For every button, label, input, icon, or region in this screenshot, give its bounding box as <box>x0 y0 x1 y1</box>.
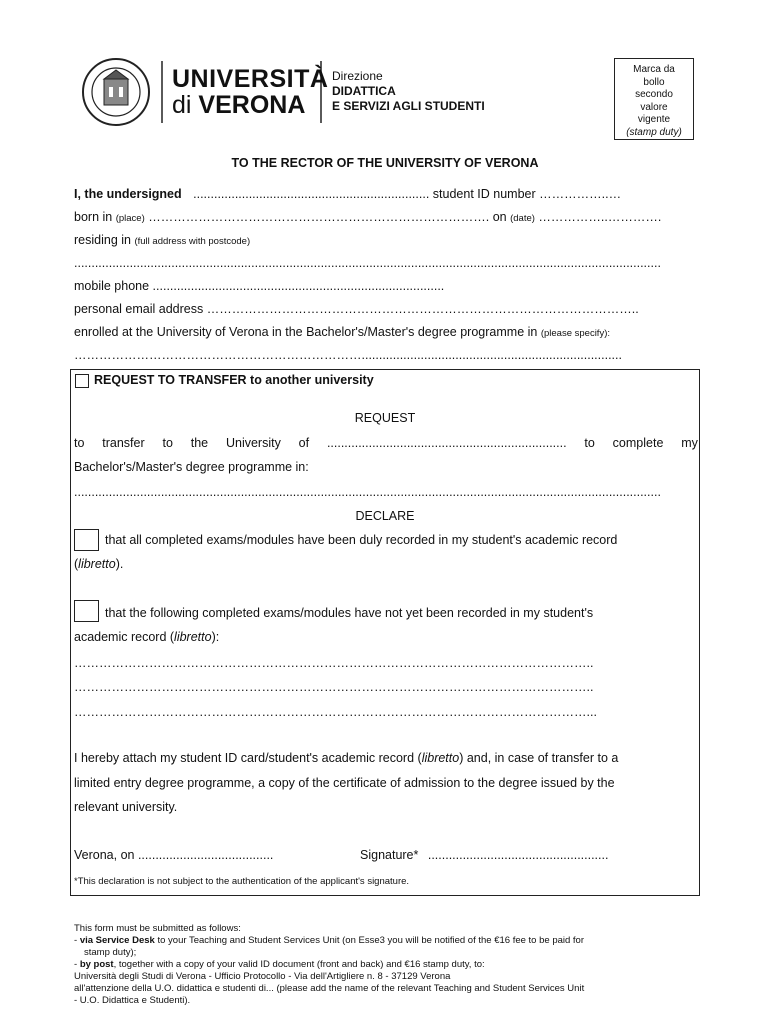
complete-word-2: complete <box>612 436 664 450</box>
exams-field-1[interactable]: …………………………………………………………………………………………………………….. <box>74 656 594 670</box>
date-field[interactable]: ……………..…………. <box>538 210 662 224</box>
exams-field-2[interactable]: …………………………………………………………………………………………………………….. <box>74 680 594 694</box>
footer-line1: This form must be submitted as follows: <box>74 923 241 934</box>
enrolled-row <box>74 325 610 339</box>
born-label: born in <box>74 210 113 224</box>
undersigned-field[interactable]: .................................................................... <box>193 187 430 201</box>
stamp-line6: (stamp duty) <box>626 126 682 138</box>
stamp-line4: valore <box>640 101 668 113</box>
signature-footnote: *This declaration is not subject to the authentication of the applicant's signature. <box>74 876 410 887</box>
dept-line2: DIDATTICA <box>332 84 396 98</box>
stamp-duty-box <box>614 58 694 140</box>
declare2-post: ): <box>211 630 220 644</box>
attach-pre: I hereby attach my student ID card/student's academic record ( <box>74 751 422 765</box>
student-id-field[interactable]: ……………..… <box>539 187 622 201</box>
university-field[interactable]: ..................................................................... <box>326 436 567 450</box>
undersigned-row <box>74 187 621 201</box>
mobile-label: mobile phone <box>74 279 150 293</box>
on-hint: (date) <box>510 213 535 224</box>
footer-dash2: - <box>74 959 80 970</box>
transfer-word-3: to <box>162 436 173 450</box>
declare1-libretto: libretto <box>78 557 116 571</box>
footer-line2-rest: to your Teaching and Student Services Unit (on Esse3 you will be notified of the €16 fee to be paid for <box>154 935 585 946</box>
email-row <box>74 302 639 316</box>
footer-line4-rest: , together with a copy of your valid ID document (front and back) and €16 stamp duty, to: <box>113 959 485 970</box>
attach-libretto: libretto <box>421 751 460 765</box>
dept-line3: E SERVIZI AGLI STUDENTI <box>332 99 485 113</box>
verona-date-field[interactable]: ....................................... <box>137 848 274 862</box>
email-field[interactable]: ………………………………………………………………………………………….. <box>206 302 639 316</box>
mobile-row <box>74 279 444 293</box>
verona-row <box>74 848 273 862</box>
email-label: personal email address <box>74 302 204 316</box>
footer-line6: all'attenzione della U.O. didattica e studenti di... (please add the name of the relevant Teaching and Student Services Unit <box>74 983 585 994</box>
transfer-word-6: of <box>298 436 310 450</box>
declare1-paren-close: ). <box>115 557 124 571</box>
declare1-paren-open: ( <box>74 557 79 571</box>
programme-field[interactable]: ……………………………………………………………........................................................................... <box>74 348 622 362</box>
verona-label: Verona, on <box>74 848 135 862</box>
residing-hint: (full address with postcode) <box>134 236 251 247</box>
programme-line: Bachelor's/Master's degree programme in: <box>74 460 309 474</box>
new-programme-field[interactable]: ......................................................................................................................................................................... <box>74 485 661 499</box>
enrolled-text: enrolled at the University of Verona in the Bachelor's/Master's degree programme in <box>74 325 538 339</box>
transfer-checkbox[interactable] <box>75 374 89 388</box>
stamp-line2: bollo <box>643 76 665 88</box>
declare-heading: DECLARE <box>355 509 415 523</box>
enrolled-hint: (please specify): <box>540 328 610 339</box>
signature-field[interactable]: .................................................... <box>427 848 609 862</box>
transfer-checkbox-label: REQUEST TO TRANSFER to another university <box>94 373 374 387</box>
attach-line1 <box>74 751 618 765</box>
attach-post: ) and, in case of transfer to a <box>459 751 619 765</box>
declare2-line2 <box>74 630 219 644</box>
footer-by-post: by post <box>79 959 114 970</box>
footer-line2 <box>74 935 584 946</box>
complete-word-3: my <box>681 436 698 450</box>
born-field[interactable]: ………………………………………………………………………. <box>148 210 490 224</box>
university-verona: VERONA <box>198 91 306 119</box>
university-name-line2 <box>172 91 305 120</box>
stamp-line5: vigente <box>637 114 671 125</box>
declare1-checkbox[interactable] <box>74 529 99 551</box>
born-hint: (place) <box>115 213 145 224</box>
declare2-line1: that the following completed exams/modules have not yet been recorded in my student's <box>105 606 594 620</box>
student-id-label: student ID number <box>432 187 536 201</box>
stamp-line3: secondo <box>635 89 673 100</box>
declare1-line2 <box>74 557 123 571</box>
declare2-pre: academic record ( <box>74 630 175 644</box>
stamp-line1: Marca da <box>633 64 675 75</box>
declare2-libretto: libretto <box>174 630 212 644</box>
mobile-field[interactable]: .................................................................................... <box>152 279 445 293</box>
residing-row <box>74 233 250 247</box>
transfer-word-2: transfer <box>102 436 145 450</box>
residing-field[interactable]: ......................................................................................................................................................................... <box>74 256 661 270</box>
transfer-word-5: University <box>225 436 281 450</box>
transfer-word-4: the <box>190 436 209 450</box>
signature-row <box>360 848 608 862</box>
declare1-line1: that all completed exams/modules have been duly recorded in my student's academic record <box>105 533 618 547</box>
page-title: TO THE RECTOR OF THE UNIVERSITY OF VERONA <box>231 156 539 170</box>
declare2-checkbox[interactable] <box>74 600 99 622</box>
complete-word-1: to <box>584 436 595 450</box>
residing-label: residing in <box>74 233 131 247</box>
footer-line3: stamp duty); <box>84 947 137 958</box>
undersigned-label: I, the undersigned <box>74 187 182 201</box>
signature-label: Signature* <box>360 848 419 862</box>
exams-field-3[interactable]: ……………………………………………………………………………………………………………... <box>74 705 597 719</box>
university-name-line1: UNIVERSITÀ <box>172 65 329 93</box>
footer-dash1: - <box>74 935 80 946</box>
footer-line7: - U.O. Didattica e Studenti). <box>74 995 191 1006</box>
university-logo <box>80 57 510 127</box>
footer-line5: Università degli Studi di Verona - Ufficio Protocollo - Via dell'Artigliere n. 8 - 37129 Verona <box>74 971 451 982</box>
footer-service-desk: via Service Desk <box>79 935 155 946</box>
footer-line4 <box>74 959 485 970</box>
university-di: di <box>172 91 192 119</box>
transfer-word-1: to <box>74 436 85 450</box>
on-label: on <box>492 210 507 224</box>
attach-line2: limited entry degree programme, a copy of the certificate of admission to the degree issued by the <box>74 776 615 790</box>
dept-line1: Direzione <box>332 69 383 83</box>
request-heading: REQUEST <box>354 411 416 425</box>
attach-line3: relevant university. <box>74 800 178 814</box>
transfer-row <box>74 436 698 450</box>
born-row <box>74 210 661 224</box>
